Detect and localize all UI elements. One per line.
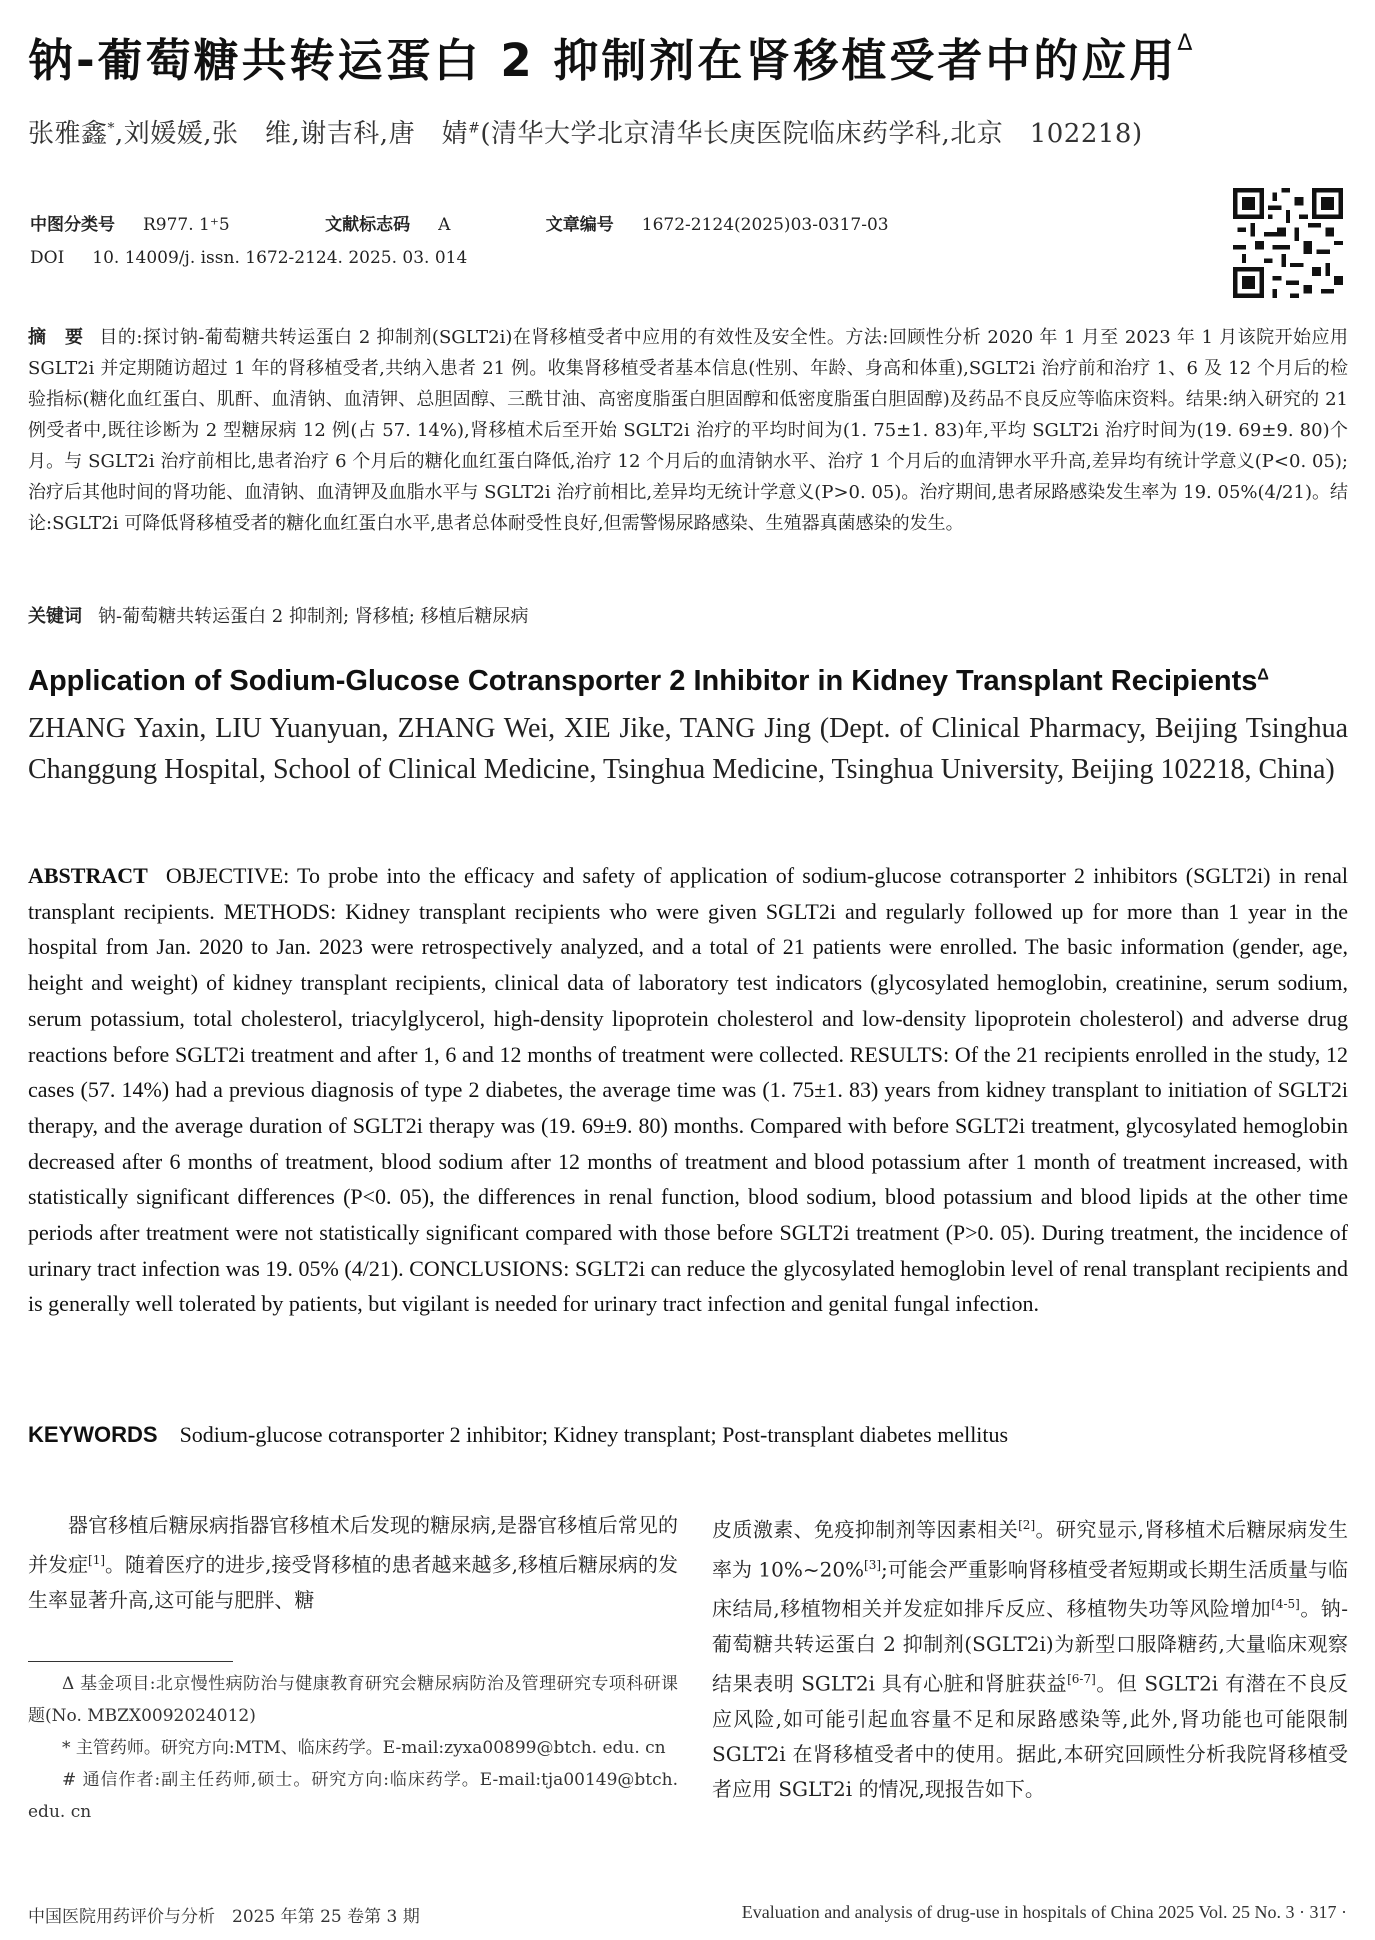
authors-en: ZHANG Yaxin, LIU Yuanyuan, ZHANG Wei, XIE Jike, TANG Jing (Dept. of Clinical Pharmacy, Beijing Tsinghua Changgung Hospital, School of Clinical Medicine, Tsinghua Medicine, Tsinghua University, Beijing 102218, China)	[28, 713, 1348, 785]
footnote-corresponding: # 通信作者:副主任药师,硕士。研究方向:临床药学。E-mail:tja00149@btch. edu. cn	[28, 1770, 678, 1822]
footnotes	[28, 1668, 678, 1828]
footer-journal-en: Evaluation and analysis of drug-use in hospitals of China 2025 Vol. 25 No. 3 · 317 ·	[741, 1902, 1347, 1922]
abstract-en-text: OBJECTIVE: To probe into the efficacy and safety of application of sodium-glucose cotransporter 2 inhibitors (SGLT2i) in renal transplant recipients. METHODS: Kidney transplant recipients who were given SGLT2i and regularly followed up for more than 1 year in the hospital from Jan. 2020 to Jan. 2023 were retrospectively analyzed, and a total of 21 patients were enrolled. The basic information (gender, age, height and weight) of kidney transplant recipients, clinical data of laboratory test indicators (glycosylated hemoglobin, creatinine, serum sodium, serum potassium, total cholesterol, triacylglycerol, high-density lipoprotein cholesterol and low-density lipoprotein cholesterol) and adverse drug reactions before SGLT2i treatment and after 1, 6 and 12 months of treatment were collected. RESULTS: Of the 21 recipients enrolled in the study, 12 cases (57. 14%) had a previous diagnosis of type 2 diabetes, the average time was (1. 75±1. 83) years from kidney transplant to initiation of SGLT2i therapy, and the average duration of SGLT2i therapy was (19. 69±9. 80) months. Compared with before SGLT2i treatment, glycosylated hemoglobin decreased after 6 months of treatment, blood sodium after 12 months of treatment and blood potassium after 1 month of treatment increased, with statistically significant differences (P<0. 05), the differences in renal function, blood sodium, blood potassium and blood lipids at the other time periods after treatment were not statistically significant compared with those before SGLT2i treatment (P>0. 05). During treatment, the incidence of urinary tract infection was 19. 05% (4/21). CONCLUSIONS: SGLT2i can reduce the glycosylated hemoglobin level of renal transplant recipients and is generally well tolerated by patients, but vigilant is needed for urinary tract infection and genital fungal infection.	[28, 863, 1348, 1317]
footer-journal-cn: 中国医院用药评价与分析 2025 年第 25 卷第 3 期	[28, 1907, 420, 1927]
article-title-en: Application of Sodium-Glucose Cotransporter 2 Inhibitor in Kidney Transplant Recipients$^\Delta$	[28, 665, 1269, 697]
abstract-en-label: ABSTRACT	[28, 863, 148, 888]
keywords-cn	[28, 601, 1348, 632]
body-column-left	[28, 1508, 678, 1618]
doi-line: DOI 10. 14009/j. issn. 1672-2124. 2025. 03. 014	[30, 248, 468, 268]
qr-code-icon	[1233, 188, 1343, 298]
body-column-right	[712, 1508, 1348, 1807]
article-title-cn: 钠-葡萄糖共转运蛋白 2 抑制剂在肾移植受者中的应用$^\Delta$	[28, 31, 1196, 87]
body-paragraph: 器官移植后糖尿病指器官移植术后发现的糖尿病,是器官移植后常见的并发症[1]。随着医疗的进步,接受肾移植的患者越来越多,移植后糖尿病的发生率显著升高,这可能与肥胖、糖	[28, 1513, 679, 1612]
classification-line: 中图分类号 R977. 1⁺5 文献标志码 A 文章编号 1672-2124(2025)03-0317-03	[30, 215, 889, 235]
keywords-cn-text: 钠-葡萄糖共转运蛋白 2 抑制剂; 肾移植; 移植后糖尿病	[98, 606, 529, 627]
abstract-cn-label: 摘 要	[28, 327, 84, 348]
keywords-cn-label: 关键词	[28, 606, 82, 627]
footnote-fund: Δ 基金项目:北京慢性病防治与健康教育研究会糖尿病防治及管理研究专项科研课题(No. MBZX0092024012)	[28, 1674, 678, 1726]
keywords-en	[28, 1422, 1348, 1448]
keywords-en-text: Sodium-glucose cotransporter 2 inhibitor; Kidney transplant; Post-transplant diabetes mellitus	[179, 1422, 1009, 1447]
abstract-cn	[28, 322, 1348, 539]
abstract-cn-text: 目的:探讨钠-葡萄糖共转运蛋白 2 抑制剂(SGLT2i)在肾移植受者中应用的有效性及安全性。方法:回顾性分析 2020 年 1 月至 2023 年 1 月该院开始应用 SGLT2i 并定期随访超过 1 年的肾移植受者,共纳入患者 21 例。收集肾移植受者基本信息(性别、年龄、身高和体重),SGLT2i 治疗前和治疗 1、6 及 12 个月后的检验指标(糖化血红蛋白、肌酐、血清钠、血清钾、总胆固醇、三酰甘油、高密度脂蛋白胆固醇和低密度脂蛋白胆固醇)及药品不良反应等临床资料。结果:纳入研究的 21 例受者中,既往诊断为 2 型糖尿病 12 例(占 57. 14%),肾移植术后至开始 SGLT2i 治疗的平均时间为(1. 75±1. 83)年,平均 SGLT2i 治疗时间为(19. 69±9. 80)个月。与 SGLT2i 治疗前相比,患者治疗 6 个月后的糖化血红蛋白降低,治疗 12 个月后的血清钠水平、治疗 1 个月后的血清钾水平升高,差异均有统计学意义(P<0. 05);治疗后其他时间的肾功能、血清钠、血清钾及血脂水平与 SGLT2i 治疗前相比,差异均无统计学意义(P>0. 05)。治疗期间,患者尿路感染发生率为 19. 05%(4/21)。结论:SGLT2i 可降低肾移植受者的糖化血红蛋白水平,患者总体耐受性良好,但需警惕尿路感染、生殖器真菌感染的发生。	[28, 327, 1348, 534]
abstract-en	[28, 858, 1348, 1322]
fund-mark: Δ	[1177, 31, 1196, 56]
body-paragraph: 皮质激素、免疫抑制剂等因素相关[2]。研究显示,肾移植术后糖尿病发生率为 10%~20%[3];可能会严重影响肾移植受者短期或长期生活质量与临床结局,移植物相关并发症如排斥反应、移植物失功等风险增加[4-5]。钠-葡萄糖共转运蛋白 2 抑制剂(SGLT2i)为新型口服降糖药,大量临床观察结果表明 SGLT2i 具有心脏和肾脏获益[6-7]。但 SGLT2i 有潜在不良反应风险,如可能引起血容量不足和尿路感染等,此外,肾功能也可能限制 SGLT2i 在肾移植受者中的使用。据此,本研究回顾性分析我院肾移植受者应用 SGLT2i 的情况,现报告如下。	[712, 1517, 1349, 1801]
authors-cn: 张雅鑫*,刘媛媛,张 维,谢吉科,唐 婧#(清华大学北京清华长庚医院临床药学科,北京 102218)	[28, 119, 1143, 149]
footnote-first-author: * 主管药师。研究方向:MTM、临床药学。E-mail:zyxa00899@btch. edu. cn	[62, 1738, 666, 1758]
footnote-divider	[28, 1661, 233, 1662]
keywords-en-label: KEYWORDS	[28, 1422, 158, 1447]
